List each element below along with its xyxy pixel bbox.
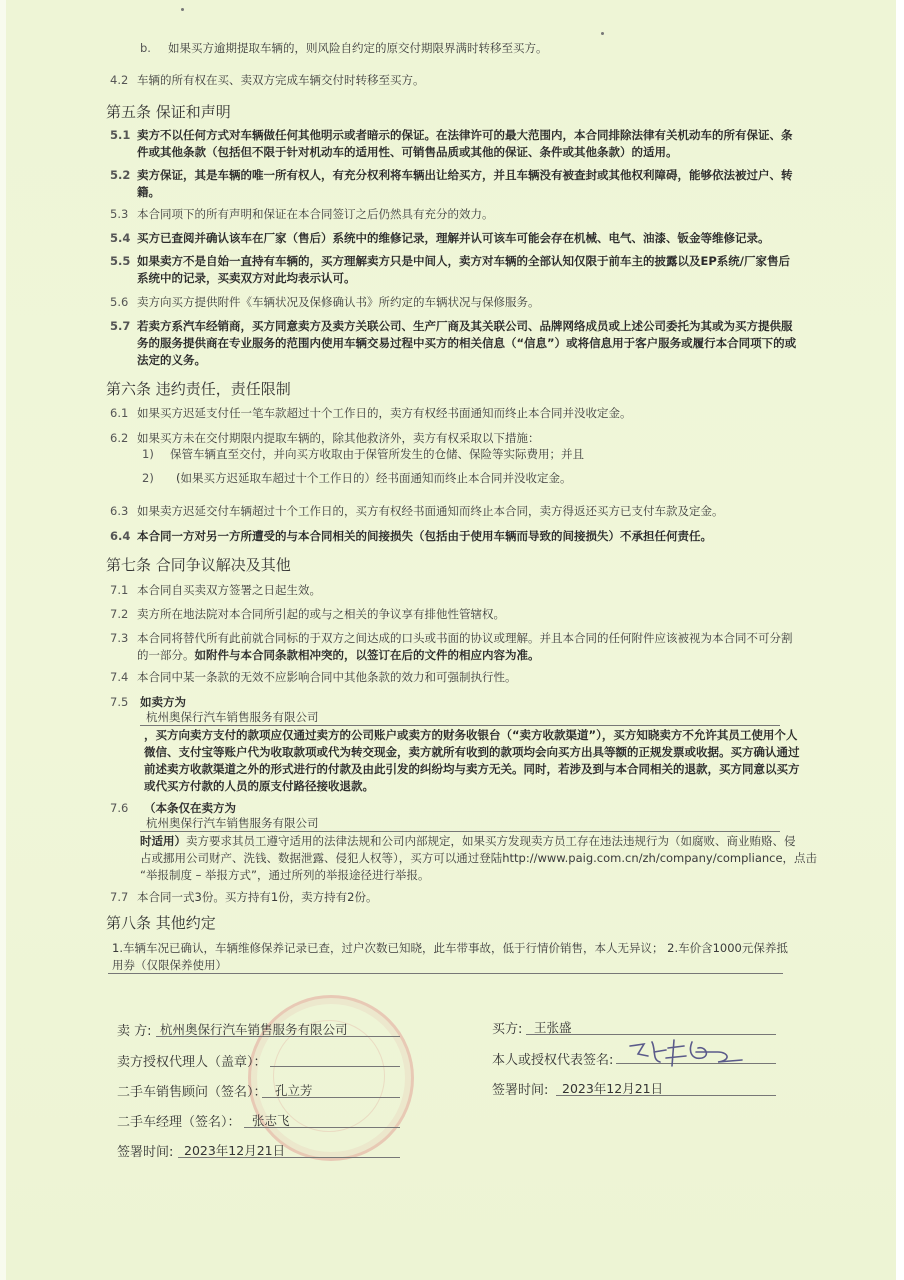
clause-number: 6.2 (110, 431, 129, 445)
sales-consultant-value: 孔立芳 (275, 1083, 313, 1098)
clause-number: 5.2 (110, 168, 131, 182)
seller-label: 卖 方: (117, 1024, 152, 1039)
clause-text: 务的服务提供商在专业服务的范围内使用车辆交易过程中买方的相关信息（“信息”）或将信息用于客户服务或履行本合同项下的或 (137, 336, 797, 350)
manager-label: 二手车经理（签名）： (117, 1115, 241, 1130)
clause-number: 7.3 (110, 631, 129, 645)
seller-date-value: 2023年12月21日 (184, 1143, 286, 1158)
section-title: 第七条 合同争议解决及其他 (106, 556, 291, 574)
clause-number: 5.3 (110, 207, 129, 221)
clause-text: 法定的义务。 (137, 353, 206, 367)
signature-line (178, 1157, 400, 1158)
clause-number: 5.7 (110, 319, 131, 333)
clause-number: b. (140, 41, 151, 55)
clause-text: 卖方不以任何方式对车辆做任何其他明示或者暗示的保证。在法律许可的最大范围内，本合同排除法律有关机动车的所有保证、条 (137, 128, 793, 142)
seller-agent-label: 卖方授权代理人（盖章）： (117, 1055, 267, 1070)
clause-number: 5.1 (110, 128, 131, 142)
clause-text: 如果卖方迟延交付车辆超过十个工作日的，买方有权经书面通知而终止本合同，卖方得返还买方已支付车款及定金。 (137, 504, 724, 518)
clause-text: 若卖方系汽车经销商，买方同意卖方及卖方关联公司、生产厂商及其关联公司、品牌网络成员或上述公司委托为其或为买方提供服 (137, 319, 793, 333)
clause-text: 占或挪用公司财产、洗钱、数据泄露、侵犯人权等），买方可以通过登陆http://www.paig.com.cn/zh/company/compliance，点击 (140, 851, 818, 865)
clause-text: 如果买方未在交付期限内提取车辆的，除其他救济外，卖方有权采取以下措施： (137, 431, 540, 445)
clause-text-plain: 的一部分。 (137, 648, 195, 662)
clause-text: 卖方所在地法院对本合同所引起的或与之相关的争议享有排他性管辖权。 (137, 607, 505, 621)
clause-text: 如果卖方不是自始一直持有车辆的，买方理解卖方只是中间人，卖方对车辆的全部认知仅限于前车主的披露以及EP系统/厂家售后 (137, 254, 790, 268)
sales-consultant-label: 二手车销售顾问（签名）： (117, 1085, 267, 1100)
clause-number: 5.4 (110, 231, 131, 245)
clause-text: ，买方向卖方支付的款项应仅通过卖方的公司账户或卖方的财务收银台（“卖方收款渠道”），买方知晓卖方不允许其员工使用个人 (144, 728, 798, 742)
seller-date-label: 签署时间: (117, 1145, 174, 1160)
clause-number: 6.3 (110, 504, 129, 518)
fill-underline (140, 725, 780, 726)
clause-text: 本合同一式3份。买方持有1份，卖方持有2份。 (137, 890, 378, 904)
clause-text: 籍。 (137, 185, 160, 199)
subclause-number: 2) (142, 471, 154, 485)
clause-text-bold: 时适用） (140, 834, 186, 848)
clause-text: 或代买方付款的人员的原支付路径接收退款。 (144, 779, 374, 793)
scan-speck (181, 8, 184, 11)
signature-line (270, 1066, 400, 1067)
clause-text: 前述卖方收款渠道之外的形式进行的付款及由此引发的纠纷均与卖方无关。同时，若涉及到与本合同相关的退款，买方同意以买方 (144, 762, 800, 776)
signature-line (556, 1095, 776, 1096)
buyer-date-value: 2023年12月21日 (562, 1081, 664, 1096)
subclause-text: (如果买方迟延取车超过十个工作日的）经书面通知而终止本合同并没收定金。 (176, 471, 572, 485)
clause-number: 6.1 (110, 406, 129, 420)
section-title: 第八条 其他约定 (106, 914, 216, 932)
clause-text: 系统中的记录，买卖双方对此均表示认可。 (137, 271, 356, 285)
clause-number: 7.6 (110, 801, 129, 815)
clause-text-bold: 如附件与本合同条款相冲突的，以签订在后的文件的相应内容为准。 (194, 648, 540, 662)
seller-value: 杭州奥保行汽车销售服务有限公司 (160, 1022, 348, 1037)
section-title: 第五条 保证和声明 (106, 103, 231, 121)
clause-text: 车辆的所有权在买、卖双方完成车辆交付时转移至买方。 (137, 73, 425, 87)
clause-text: 买方已查阅并确认该车在厂家（售后）系统中的维修记录，理解并认可该车可能会存在机械、电气、油漆、钣金等维修记录。 (137, 231, 770, 245)
clause-text: 卖方向买方提供附件《车辆状况及保修确认书》所约定的车辆状况与保修服务。 (137, 295, 540, 309)
scan-edge-right (896, 0, 904, 1280)
clause-text: （本条仅在卖方为 (144, 801, 236, 815)
scan-edge-left (0, 0, 6, 1280)
fill-underline (140, 831, 780, 832)
clause-text: 本合同项下的所有声明和保证在本合同签订之后仍然具有充分的效力。 (137, 207, 494, 221)
fill-underline (108, 973, 783, 974)
signature-line (244, 1127, 400, 1128)
clause-text-plain: 卖方要求其员工遵守适用的法律法规和公司内部规定，如果买方发现卖方员工存在违法违规行为（如腐败、商业贿赂、侵 (186, 834, 796, 848)
clause-number: 7.2 (110, 607, 129, 621)
buyer-label: 买方: (492, 1022, 523, 1037)
clause-number: 4.2 (110, 73, 129, 87)
clause-number: 7.1 (110, 583, 129, 597)
handwritten-signature (622, 1032, 762, 1072)
clause-text: 如卖方为 (140, 695, 186, 709)
clause-text: 本合同将替代所有此前就合同标的于双方之间达成的口头或书面的协议或理解。并且本合同的任何附件应该被视为本合同不可分割 (137, 631, 793, 645)
subclause-text: 保管车辆直至交付，并向买方收取由于保管所发生的仓储、保险等实际费用；并且 (170, 447, 584, 461)
buyer-value: 王张盛 (534, 1020, 572, 1035)
clause-text: 微信、支付宝等账户代为收取款项或代为转交现金，卖方就所有收到的款项均会向买方出具等额的正规发票或收据。买方确认通过 (144, 745, 800, 759)
clause-text (137, 647, 540, 664)
signature-line (156, 1036, 400, 1037)
subclause-number: 1) (142, 447, 154, 461)
clause-text: 卖方保证，其是车辆的唯一所有权人，有充分权利将车辆出让给买方，并且车辆没有被查封或其他权利障碍，能够依法被过户、转 (137, 168, 793, 182)
clause-number: 5.6 (110, 295, 129, 309)
clause-number: 7.7 (110, 890, 129, 904)
clause-text: 本合同一方对另一方所遭受的与本合同相关的间接损失（包括由于使用车辆而导致的间接损失）不承担任何责任。 (137, 529, 712, 543)
seller-company-fill: 杭州奥保行汽车销售服务有限公司 (146, 816, 319, 830)
clause-text: 如果买方迟延支付任一笔车款超过十个工作日的，卖方有权经书面通知而终止本合同并没收定金。 (137, 406, 632, 420)
clause-text: 本合同中某一条款的无效不应影响合同中其他条款的效力和可强制执行性。 (137, 670, 517, 684)
other-terms-text: 用券（仅限保养使用） (112, 958, 227, 972)
seller-company-fill: 杭州奥保行汽车销售服务有限公司 (146, 710, 319, 724)
manager-value: 张志飞 (252, 1113, 290, 1128)
other-terms-text: 1.车辆车况已确认，车辆维修保养记录已查，过户次数已知晓，此车带事故，低于行情价销售，本人无异议； 2.车价含1000元保养抵 (112, 941, 788, 955)
clause-number: 6.4 (110, 529, 131, 543)
clause-text: “举报制度 – 举报方式”，通过所列的举报途径进行举报。 (140, 868, 430, 882)
clause-text: 本合同自买卖双方签署之日起生效。 (137, 583, 321, 597)
buyer-rep-label: 本人或授权代表签名: (492, 1053, 614, 1068)
clause-number: 7.5 (110, 695, 129, 709)
clause-text (140, 833, 796, 850)
signature-line (262, 1097, 400, 1098)
clause-number: 7.4 (110, 670, 129, 684)
clause-text: 如果买方逾期提取车辆的，则风险自约定的原交付期限界满时转移至买方。 (168, 41, 548, 55)
scan-speck (601, 32, 604, 35)
buyer-date-label: 签署时间: (492, 1083, 549, 1098)
clause-number: 5.5 (110, 254, 131, 268)
clause-text: 件或其他条款（包括但不限于针对机动车的适用性、可销售品质或其他的保证、条件或其他条款）的适用。 (137, 145, 678, 159)
section-title: 第六条 违约责任，责任限制 (106, 380, 291, 398)
